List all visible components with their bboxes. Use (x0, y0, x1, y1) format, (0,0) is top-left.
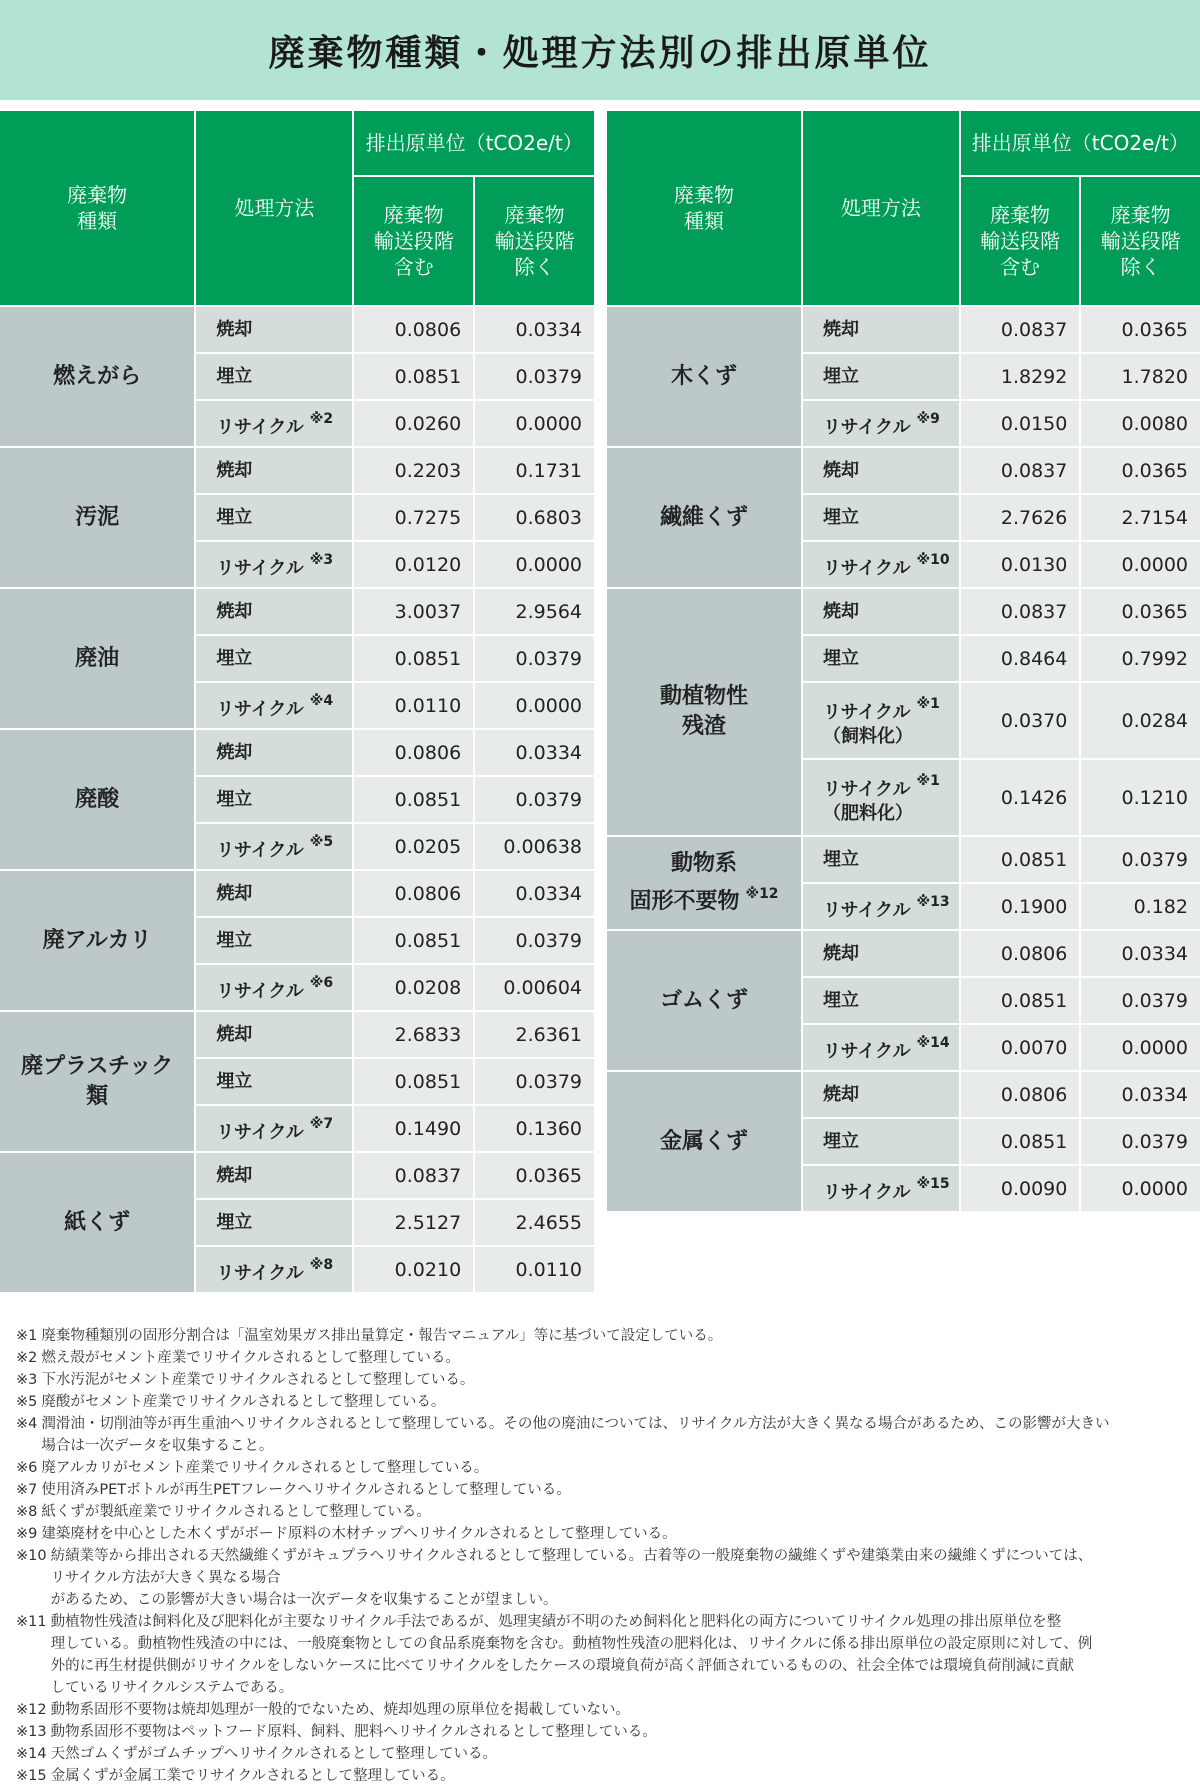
method-cell (196, 871, 352, 916)
value-with-transport: 0.0851 (354, 777, 473, 822)
method-cell (196, 730, 352, 775)
value-without-transport: 0.6803 (475, 495, 594, 540)
header-without-transport: 廃棄物 輸送段階 除く (1081, 177, 1200, 305)
footnote-line: 紡績業等から排出される天然繊維くずがキュプラへリサイクルされるとして整理している。古着等の一般廃棄物の繊維くずや建築業由来の繊維くずについては、 (50, 1548, 1093, 1564)
footnote-line: 外的に再生材提供側がリサイクルをしないケースに比べてリサイクルをしたケースの環境負荷が高く評価されているものの、社会全体では環境負荷削減に貢献 (50, 1658, 1075, 1674)
method-label: 焼却 (216, 1164, 253, 1186)
value-with-transport: 0.0851 (354, 636, 473, 681)
method-cell (196, 542, 352, 587)
header-with-transport: 廃棄物 輸送段階 含む (354, 177, 473, 305)
footnotes (16, 1325, 1191, 1787)
method-cell (803, 495, 959, 540)
method-label: 埋立 (216, 929, 253, 951)
waste-category: 燃えがら (53, 363, 142, 389)
value-without-transport: 2.7154 (1081, 495, 1200, 540)
method-label: リサイクル (822, 417, 911, 438)
value-with-transport: 0.0110 (354, 683, 473, 728)
value-without-transport: 0.1210 (1081, 760, 1200, 835)
footnote-ref: ※9 (916, 411, 940, 427)
method-label: 焼却 (822, 459, 859, 481)
footnote-ref: ※7 (309, 1116, 334, 1132)
emission-table-left (0, 109, 596, 1294)
value-with-transport: 0.1426 (961, 760, 1080, 835)
title-band (0, 0, 1200, 100)
value-with-transport: 2.6833 (354, 1012, 473, 1057)
waste-category: 汚泥 (75, 504, 120, 530)
footnote-ref: ※4 (309, 693, 334, 709)
value-with-transport: 0.0851 (354, 918, 473, 963)
value-without-transport: 0.0110 (475, 1247, 594, 1292)
value-with-transport: 0.0851 (354, 354, 473, 399)
method-label: リサイクル (216, 699, 304, 720)
footnote-line: しているリサイクルシステムである。 (50, 1680, 294, 1696)
value-with-transport: 0.0205 (354, 824, 473, 869)
value-without-transport: 0.0284 (1081, 683, 1200, 758)
value-without-transport: 0.0379 (1081, 1119, 1200, 1164)
value-with-transport: 0.0208 (354, 965, 473, 1010)
method-cell (803, 448, 959, 493)
footnote-line: 理している。動植物性残渣の中には、一般廃棄物としての食品系廃棄物を含む。動植物性残渣の肥料化は、リサイクルに係る排出原単位の設定原則に対して、例 (50, 1636, 1093, 1652)
value-without-transport: 0.0334 (475, 307, 594, 352)
footnote-mark: ※9 (16, 1526, 38, 1542)
value-with-transport: 0.2203 (354, 448, 473, 493)
method-cell (803, 1166, 959, 1211)
method-label: リサイクル (216, 417, 304, 438)
method-cell (196, 354, 352, 399)
value-with-transport: 0.7275 (354, 495, 473, 540)
footnote-text (41, 1523, 676, 1545)
header-method: 処理方法 (803, 111, 959, 305)
method-label: 埋立 (822, 1130, 859, 1152)
method-label: 埋立 (822, 365, 859, 387)
value-with-transport: 0.0837 (961, 448, 1080, 493)
footnote-mark: ※3 (16, 1372, 38, 1388)
value-without-transport: 0.0000 (475, 683, 594, 728)
method-label: 焼却 (216, 600, 253, 622)
value-without-transport: 2.4655 (475, 1200, 594, 1245)
footnote-line: 金属くずが金属工業でリサイクルされるとして整理している。 (50, 1768, 455, 1784)
footnote (16, 1369, 1191, 1391)
method-cell (196, 1247, 352, 1292)
waste-category-cell (0, 1153, 194, 1292)
footnote-mark: ※11 (16, 1614, 47, 1630)
footnote (16, 1545, 1191, 1611)
waste-category-cell (607, 589, 801, 835)
footnote-line: 廃棄物種類別の固形分割合は「温室効果ガス排出量算定・報告マニュアル」等に基づいて設定している。 (41, 1328, 723, 1344)
method-label: リサイクル (216, 981, 304, 1002)
value-without-transport: 0.1731 (475, 448, 594, 493)
footnote-text (41, 1347, 459, 1369)
value-without-transport: 0.0365 (1081, 448, 1200, 493)
method-label: 埋立 (216, 788, 253, 810)
footnote-text (51, 1611, 1093, 1699)
value-with-transport: 0.8464 (961, 636, 1080, 681)
waste-category-cell (607, 1072, 801, 1211)
method-cell (803, 978, 959, 1023)
method-cell (803, 884, 959, 929)
value-with-transport: 1.8292 (961, 354, 1080, 399)
value-with-transport: 0.0370 (961, 683, 1080, 758)
footnote-text (41, 1413, 1109, 1457)
method-cell (196, 1012, 352, 1057)
method-label: リサイクル (822, 1182, 911, 1203)
value-with-transport: 2.7626 (961, 495, 1080, 540)
waste-category: 紙くず (64, 1209, 131, 1235)
waste-category: 廃プラスチック 類 (21, 1053, 174, 1109)
value-with-transport: 0.0070 (961, 1025, 1080, 1070)
waste-category: 繊維くず (659, 504, 748, 530)
value-with-transport: 0.0851 (961, 837, 1080, 882)
method-label: 焼却 (216, 459, 253, 481)
method-label: 焼却 (216, 882, 253, 904)
footnote-text (51, 1765, 455, 1787)
table-row (607, 448, 1200, 493)
value-with-transport: 0.0130 (961, 542, 1080, 587)
method-cell (196, 448, 352, 493)
table-row (607, 589, 1200, 634)
value-with-transport: 0.0806 (354, 307, 473, 352)
method-label: 埋立 (216, 1211, 253, 1233)
method-cell (196, 1059, 352, 1104)
method-cell (196, 965, 352, 1010)
waste-category: 木くず (670, 363, 737, 389)
value-without-transport: 0.0000 (475, 401, 594, 446)
footnote-line: 建築廃材を中心とした木くずがボード原料の木材チップへリサイクルされるとして整理している。 (41, 1526, 677, 1542)
method-label: 埋立 (216, 1070, 253, 1092)
footnote (16, 1611, 1191, 1699)
footnote-mark: ※15 (16, 1768, 47, 1784)
method-cell (803, 354, 959, 399)
value-with-transport: 0.0150 (961, 401, 1080, 446)
table-row (607, 931, 1200, 976)
value-without-transport: 0.0334 (1081, 1072, 1200, 1117)
waste-category-cell (0, 871, 194, 1010)
footnote-mark: ※5 (16, 1394, 38, 1410)
value-without-transport: 0.0379 (475, 354, 594, 399)
waste-category-cell (607, 448, 801, 587)
footnote-ref: ※14 (916, 1035, 950, 1051)
header-row (607, 111, 1200, 175)
value-without-transport: 0.7992 (1081, 636, 1200, 681)
table-row (607, 1072, 1200, 1117)
value-without-transport: 0.0379 (1081, 837, 1200, 882)
footnote (16, 1523, 1191, 1545)
page-title: 廃棄物種類・処理方法別の排出原単位 (268, 32, 932, 74)
value-without-transport: 0.0000 (1081, 1025, 1200, 1070)
waste-category: ゴムくず (659, 987, 748, 1013)
footnote-mark: ※10 (16, 1548, 47, 1564)
value-without-transport: 0.0379 (475, 1059, 594, 1104)
method-cell (196, 1153, 352, 1198)
method-label: 焼却 (822, 318, 859, 340)
value-with-transport: 0.0851 (354, 1059, 473, 1104)
footnote-ref: ※10 (916, 552, 950, 568)
footnote-ref: ※13 (916, 894, 950, 910)
footnote-line: リサイクル方法が大きく異なる場合 (50, 1570, 281, 1586)
waste-category: 廃酸 (75, 786, 120, 812)
footnote (16, 1479, 1191, 1501)
value-with-transport: 0.0120 (354, 542, 473, 587)
footnote-mark: ※14 (16, 1746, 47, 1762)
waste-category: 廃油 (75, 645, 120, 671)
footnote-text (41, 1391, 445, 1413)
footnote-mark: ※8 (16, 1504, 38, 1520)
footnote-ref: ※3 (309, 552, 334, 568)
method-label: リサイクル (216, 558, 304, 579)
method-sublabel: （飼料化） (822, 726, 913, 747)
method-cell (803, 307, 959, 352)
footnote-text (41, 1369, 474, 1391)
method-cell (196, 777, 352, 822)
footnote-text (51, 1721, 657, 1743)
waste-category-cell (0, 589, 194, 728)
value-without-transport: 0.1360 (475, 1106, 594, 1151)
header-without-transport: 廃棄物 輸送段階 除く (475, 177, 594, 305)
value-without-transport: 0.0379 (1081, 978, 1200, 1023)
footnote-line: 紙くずが製紙産業でリサイクルされるとして整理している。 (41, 1504, 431, 1520)
footnote (16, 1765, 1191, 1787)
waste-category-cell (607, 307, 801, 446)
waste-category-cell (607, 931, 801, 1070)
header-with-transport: 廃棄物 輸送段階 含む (961, 177, 1080, 305)
footnote-text (51, 1743, 497, 1765)
value-with-transport: 0.0090 (961, 1166, 1080, 1211)
footnote-ref: ※6 (309, 975, 334, 991)
method-label: 焼却 (822, 942, 859, 964)
footnote (16, 1325, 1191, 1347)
table-row (607, 837, 1200, 882)
value-without-transport: 0.0334 (1081, 931, 1200, 976)
value-with-transport: 0.0837 (961, 589, 1080, 634)
method-cell (196, 495, 352, 540)
waste-category-cell (0, 730, 194, 869)
method-cell (803, 1025, 959, 1070)
method-label: 埋立 (216, 647, 253, 669)
value-without-transport: 0.0000 (1081, 542, 1200, 587)
method-cell (196, 589, 352, 634)
value-without-transport: 0.0080 (1081, 401, 1200, 446)
table-row (0, 448, 594, 493)
value-without-transport: 0.0365 (1081, 589, 1200, 634)
table-row (0, 1012, 594, 1057)
value-without-transport: 0.0000 (1081, 1166, 1200, 1211)
value-with-transport: 0.1900 (961, 884, 1080, 929)
method-label: 焼却 (216, 1023, 253, 1045)
footnote-ref: ※8 (309, 1257, 334, 1273)
footnote-ref: ※15 (916, 1176, 950, 1192)
footnote-ref: ※12 (745, 886, 779, 902)
waste-category-cell (0, 1012, 194, 1151)
waste-category-cell (0, 307, 194, 446)
value-with-transport: 0.0210 (354, 1247, 473, 1292)
footnote (16, 1347, 1191, 1369)
method-label: リサイクル (822, 1041, 911, 1062)
value-without-transport: 0.0379 (475, 918, 594, 963)
value-without-transport: 2.6361 (475, 1012, 594, 1057)
value-without-transport: 0.0334 (475, 730, 594, 775)
footnote-text (41, 1457, 488, 1479)
footnote-mark: ※1 (16, 1328, 38, 1344)
value-with-transport: 0.0837 (354, 1153, 473, 1198)
method-cell (803, 636, 959, 681)
method-label: 埋立 (822, 647, 859, 669)
value-without-transport: 0.0379 (475, 777, 594, 822)
footnote-line: 廃アルカリがセメント産業でリサイクルされるとして整理している。 (41, 1460, 489, 1476)
method-cell (803, 1119, 959, 1164)
method-sublabel: （肥料化） (822, 803, 913, 824)
method-label: 焼却 (216, 741, 253, 763)
value-without-transport: 1.7820 (1081, 354, 1200, 399)
value-with-transport: 2.5127 (354, 1200, 473, 1245)
value-with-transport: 0.0851 (961, 1119, 1080, 1164)
header-row (0, 111, 594, 175)
value-with-transport: 0.0806 (354, 871, 473, 916)
method-cell (196, 636, 352, 681)
method-cell (803, 589, 959, 634)
method-label: リサイクル (216, 840, 304, 861)
footnote (16, 1413, 1191, 1457)
method-label: リサイクル (216, 1122, 304, 1143)
footnote (16, 1743, 1191, 1765)
footnote-mark: ※12 (16, 1702, 47, 1718)
method-cell (803, 760, 959, 835)
method-label: リサイクル (822, 558, 911, 579)
footnote-ref: ※1 (916, 773, 940, 789)
method-label: 埋立 (216, 365, 253, 387)
footnote-mark: ※7 (16, 1482, 38, 1498)
value-without-transport: 0.182 (1081, 884, 1200, 929)
value-with-transport: 0.0837 (961, 307, 1080, 352)
footnote (16, 1391, 1191, 1413)
footnote-mark: ※13 (16, 1724, 47, 1740)
method-label: 埋立 (216, 506, 253, 528)
method-label: リサイクル (822, 702, 911, 723)
value-with-transport: 0.0806 (354, 730, 473, 775)
footnote-text (41, 1501, 430, 1523)
footnote (16, 1721, 1191, 1743)
method-label: リサイクル (822, 779, 911, 800)
value-without-transport: 0.0365 (1081, 307, 1200, 352)
header-method: 処理方法 (196, 111, 352, 305)
value-without-transport: 0.00604 (475, 965, 594, 1010)
method-label: リサイクル (822, 900, 911, 921)
method-cell (196, 401, 352, 446)
table-row (0, 1153, 594, 1198)
method-cell (196, 307, 352, 352)
footnote (16, 1457, 1191, 1479)
footnote-line: 動物系固形不要物はペットフード原料、飼料、肥料へリサイクルされるとして整理している。 (50, 1724, 657, 1740)
header-unit: 排出原単位（tCO2e/t） (961, 111, 1200, 175)
footnote-ref: ※1 (916, 696, 940, 712)
method-cell (803, 931, 959, 976)
method-label: 埋立 (822, 506, 859, 528)
footnote-line: 動物系固形不要物は焼却処理が一般的でないため、焼却処理の原単位を掲載していない。 (50, 1702, 631, 1718)
value-without-transport: 2.9564 (475, 589, 594, 634)
value-without-transport: 0.0334 (475, 871, 594, 916)
header-category: 廃棄物 種類 (607, 111, 801, 305)
method-label: 埋立 (822, 848, 859, 870)
waste-category: 動物系 固形不要物 (629, 851, 740, 914)
footnote-text (51, 1545, 1093, 1611)
footnote-mark: ※4 (16, 1416, 38, 1432)
emission-table-right (605, 109, 1200, 1213)
footnote-ref: ※5 (309, 834, 334, 850)
method-cell (196, 1106, 352, 1151)
value-without-transport: 0.0000 (475, 542, 594, 587)
table-row (607, 307, 1200, 352)
value-with-transport: 0.0851 (961, 978, 1080, 1023)
footnote-text (41, 1479, 570, 1501)
value-without-transport: 0.00638 (475, 824, 594, 869)
header-unit: 排出原単位（tCO2e/t） (354, 111, 594, 175)
footnote-line: 潤滑油・切削油等が再生重油へリサイクルされるとして整理している。その他の廃油については、リサイクル方法が大きく異なる場合があるため、この影響が大きい (41, 1416, 1110, 1432)
method-cell (196, 1200, 352, 1245)
value-without-transport: 0.0365 (475, 1153, 594, 1198)
footnote-text (41, 1325, 722, 1347)
method-label: 埋立 (822, 989, 859, 1011)
footnote-text (51, 1699, 630, 1721)
footnote-mark: ※2 (16, 1350, 38, 1366)
waste-category-cell (607, 837, 801, 929)
method-cell (196, 918, 352, 963)
value-with-transport: 0.0806 (961, 931, 1080, 976)
method-cell (803, 542, 959, 587)
method-label: リサイクル (216, 1263, 304, 1284)
footnote (16, 1699, 1191, 1721)
footnote-line: 天然ゴムくずがゴムチップへリサイクルされるとして整理している。 (50, 1746, 498, 1762)
table-row (0, 871, 594, 916)
footnote-line: 使用済みPETボトルが再生PETフレークへリサイクルされるとして整理している。 (41, 1482, 571, 1498)
footnote-line: 場合は一次データを収集すること。 (41, 1438, 274, 1454)
waste-category: 動植物性 残渣 (659, 684, 748, 739)
value-with-transport: 3.0037 (354, 589, 473, 634)
footnote-line: 下水汚泥がセメント産業でリサイクルされるとして整理している。 (41, 1372, 475, 1388)
value-with-transport: 0.0260 (354, 401, 473, 446)
footnote-line: があるため、この影響が大きい場合は一次データを収集することが望ましい。 (50, 1592, 558, 1608)
method-cell (803, 401, 959, 446)
footnote-ref: ※2 (309, 411, 334, 427)
value-without-transport: 0.0379 (475, 636, 594, 681)
value-with-transport: 0.0806 (961, 1072, 1080, 1117)
table-row (0, 589, 594, 634)
value-with-transport: 0.1490 (354, 1106, 473, 1151)
waste-category: 廃アルカリ (42, 927, 152, 953)
method-cell (196, 824, 352, 869)
footnote-line: 廃酸がセメント産業でリサイクルされるとして整理している。 (41, 1394, 446, 1410)
footnote-line: 燃え殻がセメント産業でリサイクルされるとして整理している。 (41, 1350, 460, 1366)
table-row (0, 307, 594, 352)
waste-category: 金属くず (659, 1128, 748, 1154)
method-cell (803, 1072, 959, 1117)
table-row (0, 730, 594, 775)
footnote-line: 動植物性残渣は飼料化及び肥料化が主要なリサイクル手法であるが、処理実績が不明のため飼料化と肥料化の両方についてリサイクル処理の排出原単位を整 (50, 1614, 1062, 1630)
footnote (16, 1501, 1191, 1523)
footnote-mark: ※6 (16, 1460, 38, 1476)
method-label: 焼却 (822, 1083, 859, 1105)
method-cell (803, 837, 959, 882)
method-cell (803, 683, 959, 758)
waste-category-cell (0, 448, 194, 587)
method-label: 焼却 (822, 600, 859, 622)
method-cell (196, 683, 352, 728)
method-label: 焼却 (216, 318, 253, 340)
header-category: 廃棄物 種類 (0, 111, 194, 305)
